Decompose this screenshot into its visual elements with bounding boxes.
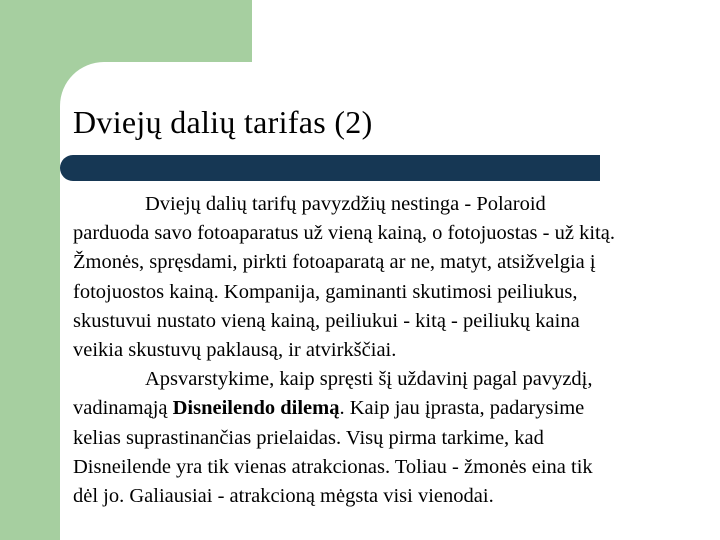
p1-line-5: skustuvui nustato vieną kainą, peiliukui - kitą - peiliukų kaina — [73, 309, 580, 332]
p2-line-3: kelias suprastinančias prielaidas. Visų pirma tarkime, kad — [73, 426, 544, 449]
p1-line-2: parduoda savo fotoaparatus už vieną kainą, o fotojuostas - už kitą. — [73, 222, 615, 245]
title-underline-bar — [60, 155, 600, 181]
disneyland-dilemma-term: Disneilendo dilemą — [172, 397, 340, 420]
p1-line-3: Žmonės, spręsdami, pirkti fotoaparatą ar ne, matyt, atsižvelgia į — [73, 251, 596, 274]
p1-line-6: veikia skustuvų paklausą, ir atvirkščiai. — [73, 339, 397, 362]
p2-line-2-before: vadinamąją — [73, 397, 173, 420]
paragraph-2 — [73, 365, 713, 511]
p2-line-1: Apsvarstykime, kaip spręsti šį uždavinį pagal pavyzdį, — [145, 368, 593, 391]
p2-line-5: dėl jo. Galiausiai - atrakcioną mėgsta visi vienodai. — [73, 485, 494, 508]
slide-title: Dviejų dalių tarifas (2) — [73, 104, 373, 140]
p1-line-4: fotojuostos kainą. Kompanija, gaminanti skutimosi peiliukus, — [73, 280, 578, 303]
paragraph-1 — [73, 190, 713, 365]
slide-body — [73, 190, 713, 511]
p1-line-1: Dviejų dalių tarifų pavyzdžių nestinga - Polaroid — [145, 193, 546, 215]
p2-line-2-after: . Kaip jau įprasta, padarysime — [339, 397, 585, 420]
p2-line-4: Disneilende yra tik vienas atrakcionas. Toliau - žmonės eina tik — [73, 455, 593, 478]
